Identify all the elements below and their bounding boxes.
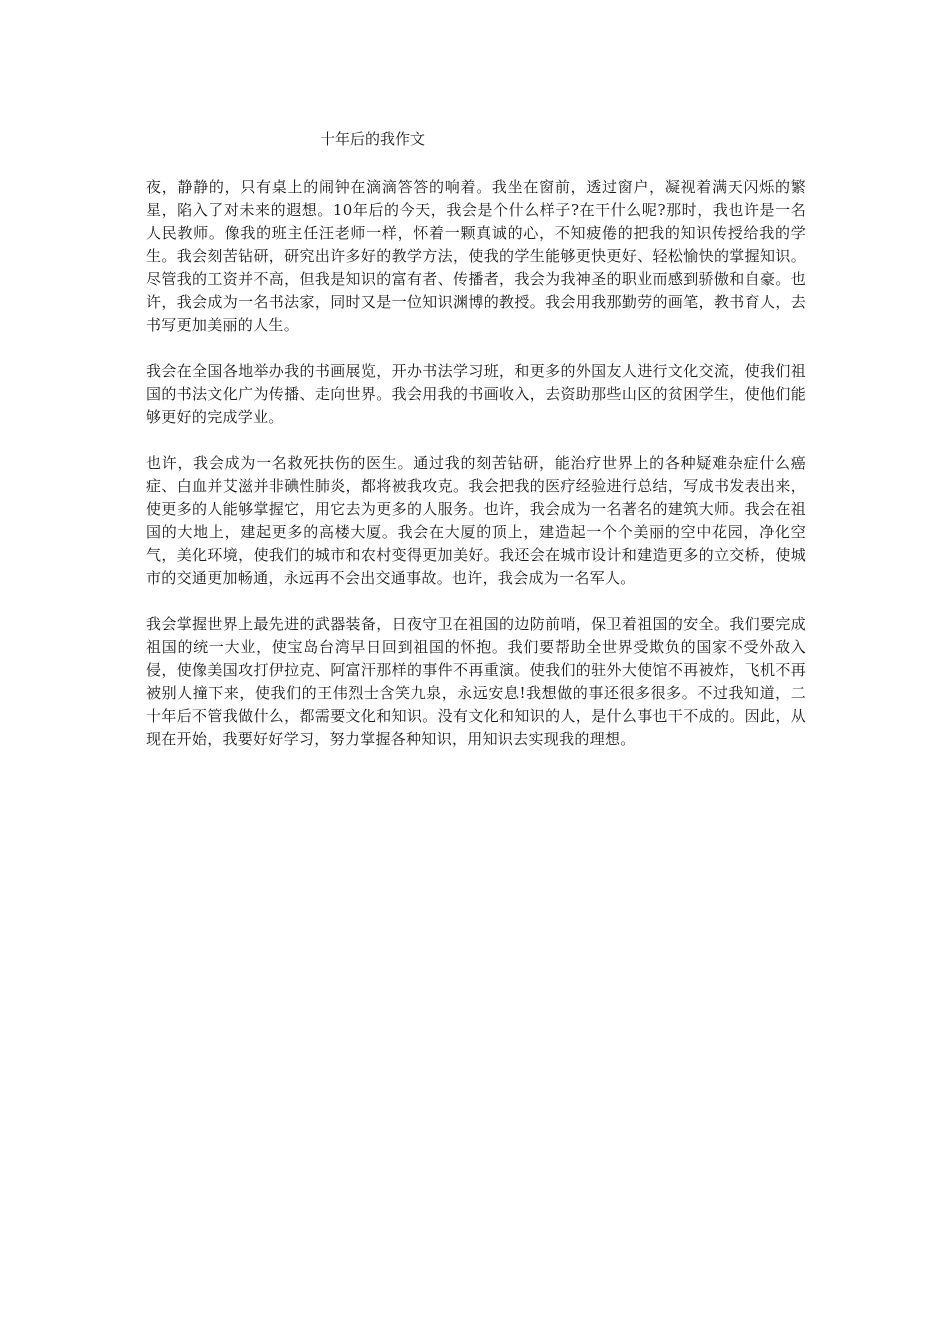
document-title: 十年后的我作文 [320,130,426,148]
paragraph-4: 我会掌握世界上最先进的武器装备，日夜守卫在祖国的边防前哨，保卫着祖国的安全。我们要完成祖国的统一大业，使宝岛台湾早日回到祖国的怀抱。我们要帮助全世界受欺负的国家不受外敌入侵，使像美国攻打伊拉克、阿富汗那样的事件不再重演。使我们的驻外大使馆不再被炸，飞机不再被别人撞下来，使我们的王伟烈士含笑九泉，永远安息!我想做的事还很多很多。不过我知道，二十年后不管我做什么，都需要文化和知识。没有文化和知识的人，是什么事也干不成的。因此，从现在开始，我要好好学习，努力掌握各种知识，用知识去实现我的理想。 [146,615,806,748]
paragraph-2: 我会在全国各地举办我的书画展览，开办书法学习班，和更多的外国友人进行文化交流，使我们祖国的书法文化广为传播、走向世界。我会用我的书画收入，去资助那些山区的贫困学生，使他们能够更好的完成学业。 [146,362,806,426]
paragraph-3: 也许，我会成为一名救死扶伤的医生。通过我的刻苦钻研，能治疗世界上的各种疑难杂症什么癌症、白血并艾滋并非碘性肺炎，都将被我攻克。我会把我的医疗经验进行总结，写成书发表出来，使更多的人能够掌握它，用它去为更多的人服务。也许，我会成为一名著名的建筑大师。我会在祖国的大地上，建起更多的高楼大厦。我会在大厦的顶上，建造起一个个美丽的空中花园，净化空气，美化环境，使我们的城市和农村变得更加美好。我还会在城市设计和建造更多的立交桥，使城市的交通更加畅通，永远再不会出交通事故。也许，我会成为一名军人。 [146,454,806,587]
document-body [146,176,806,774]
paragraph-1: 夜，静静的，只有桌上的闹钟在滴滴答答的响着。我坐在窗前，透过窗户，凝视着满天闪烁的繁星，陷入了对未来的遐想。10年后的今天，我会是个什么样子?在干什么呢?那时，我也许是一名人民教师。像我的班主任汪老师一样，怀着一颗真诚的心，不知疲倦的把我的知识传授给我的学生。我会刻苦钻研，研究出许多好的教学方法，使我的学生能够更快更好、轻松愉快的掌握知识。尽管我的工资并不高，但我是知识的富有者、传播者，我会为我神圣的职业而感到骄傲和自豪。也许，我会成为一名书法家，同时又是一位知识渊博的教授。我会用我那勤劳的画笔，教书育人，去书写更加美丽的人生。 [146,178,806,334]
